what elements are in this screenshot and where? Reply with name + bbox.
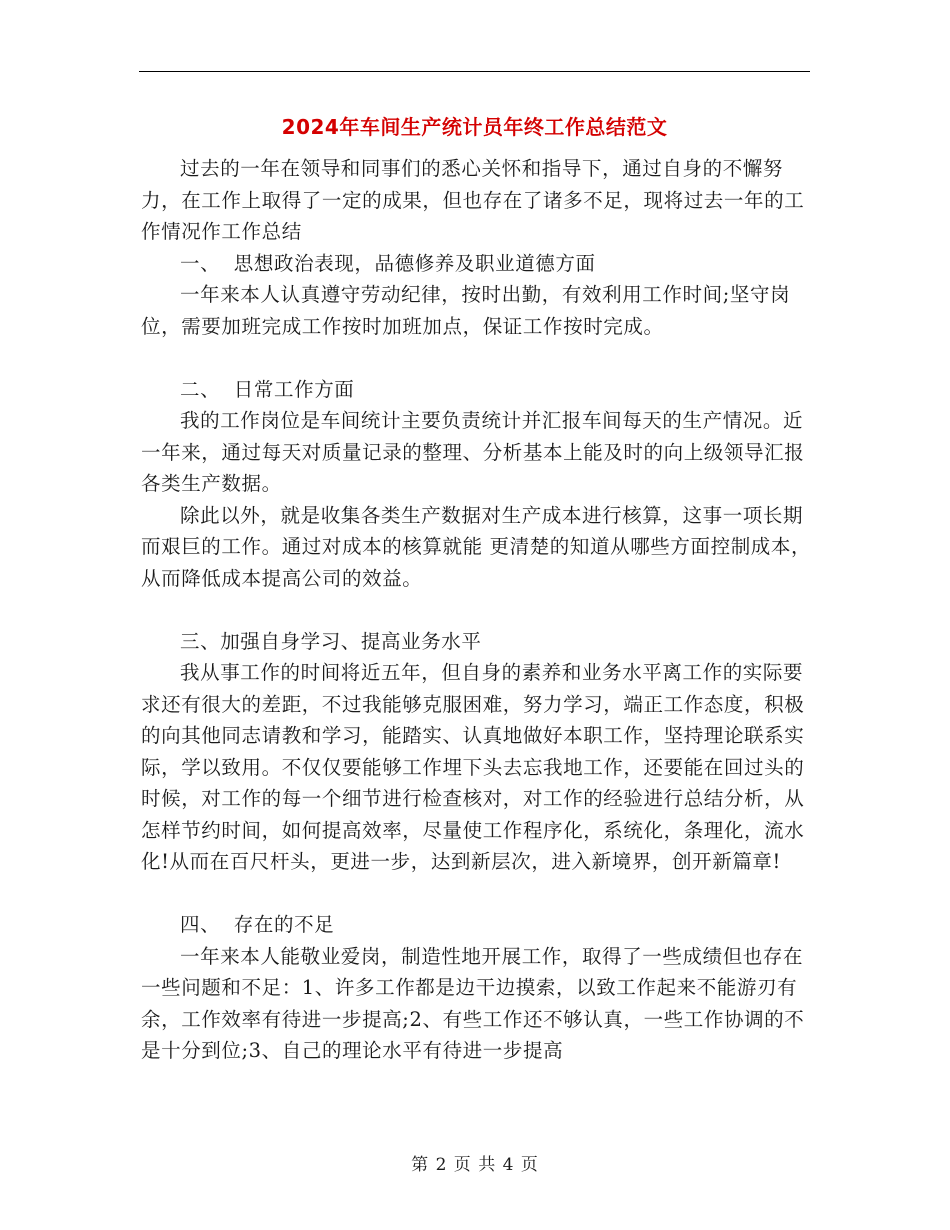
spacer — [141, 342, 813, 374]
header-rule — [139, 71, 810, 72]
section-4-heading: 四、 存在的不足 — [180, 913, 335, 936]
section-1-heading: 一、 思想政治表现，品德修养及职业道德方面 — [180, 251, 596, 275]
section-1-paragraph: 一年来本人认真遵守劳动纪律，按时出勤，有效利用工作时间;坚守岗位，需要加班完成工作按时加班加点，保证工作按时完成。 — [141, 283, 791, 338]
section-3-paragraph: 我从事工作的时间将近五年，但自身的素养和业务水平离工作的实际要求还有很大的差距，不过我能够克服困难，努力学习，端正工作态度，积极的向其他同志请教和学习，能踏实、认真地做好本职工作，坚持理论联系实际，学以致用。不仅仅要能够工作埋下头去忘我地工作，还要能在回过头的时候，对工作的每一个细节进行检查核对，对工作的经验进行总结分析，从怎样节约时间，如何提高效率，尽量使工作程序化，系统化，条理化，流水化!从而在百尺杆头，更进一步，达到新层次，进入新境界，创开新篇章! — [141, 661, 805, 873]
spacer — [141, 878, 813, 910]
section-4-paragraph: 一年来本人能敬业爱岗，制造性地开展工作，取得了一些成绩但也存在一些问题和不足：1、许多工作都是边干边摸索，以致工作起来不能游刃有余，工作效率有待进一步提高;2、有些工作还不够认真，一些工作协调的不是十分到位;3、自己的理论水平有待进一步提高 — [141, 944, 805, 1062]
document-title: 2024年车间生产统计员年终工作总结范文 — [281, 115, 668, 139]
section-2-heading: 二、 日常工作方面 — [180, 377, 355, 401]
section-3-heading: 三、加强自身学习、提高业务水平 — [180, 629, 482, 653]
page-footer: 第 2 页 共 4 页 — [411, 1155, 539, 1175]
section-2-paragraph-1: 我的工作岗位是车间统计主要负责统计并汇报车间每天的生产情况。近一年来，通过每天对质量记录的整理、分析基本上能及时的向上级领导汇报各类生产数据。 — [141, 409, 805, 495]
document-body — [141, 153, 813, 1067]
intro-paragraph: 过去的一年在领导和同事们的悉心关怀和指导下，通过自身的不懈努力，在工作上取得了一定的成果，但也存在了诸多不足，现将过去一年的工作情况作工作总结 — [141, 157, 805, 243]
spacer — [141, 594, 813, 626]
section-2-paragraph-2: 除此以外，就是收集各类生产数据对生产成本进行核算，这事一项长期而艰巨的工作。通过对成本的核算就能 更清楚的知道从哪些方面控制成本，从而降低成本提高公司的效益。 — [141, 503, 812, 590]
